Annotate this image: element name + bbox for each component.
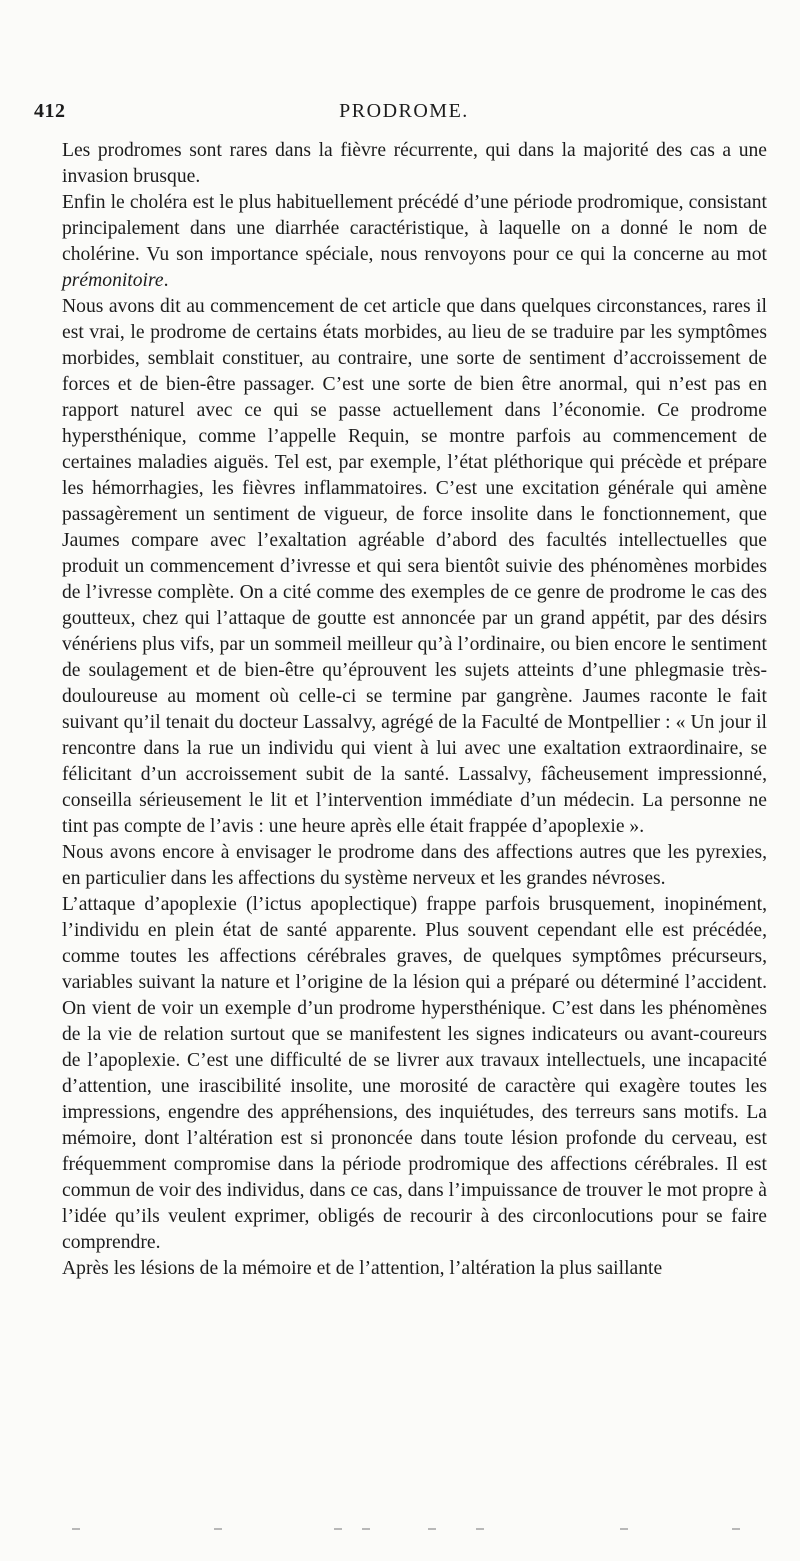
body-text (62, 138, 767, 1282)
paragraph (62, 190, 767, 294)
scan-speck (620, 1528, 628, 1530)
emphasized-term: prémonitoire (62, 270, 164, 291)
paragraph-text: Enfin le choléra est le plus habituellement précédé d’une période prodromique, consistant principalement dans une diarrhée caractéristique, à laquelle on a donné le nom de cholérine. Vu son importance spéciale, nous renvoyons pour ce qui la concerne au mot (62, 192, 767, 265)
scan-speck (334, 1528, 342, 1530)
paragraph: L’attaque d’apoplexie (l’ictus apoplectique) frappe parfois brusquement, inopinément, l’individu en plein état de santé apparente. Plus souvent cependant elle est précédée, comme toutes les affections cérébrales graves, de quelques symptômes précurseurs, variables suivant la nature et l’origine de la lésion qui a préparé ou déterminé l’accident. On vient de voir un exemple d’un prodrome hypersthénique. C’est dans les phénomènes de la vie de relation surtout que se manifestent les signes indicateurs ou avant-coureurs de l’apoplexie. C’est une difficulté de se livrer aux travaux intellectuels, une incapacité d’attention, une irascibilité insolite, une morosité de caractère qui exagère toutes les impressions, engendre des appréhensions, des inquiétudes, des terreurs sans motifs. La mémoire, dont l’altération est si prononcée dans toute lésion profonde du cerveau, est fréquemment compromise dans la période prodromique des affections cérébrales. Il est commun de voir des individus, dans ce cas, dans l’impuissance de trouver le mot propre à l’idée qu’ils veulent exprimer, obligés de recourir à des circonlocutions pour se faire comprendre. (62, 894, 767, 1253)
page-header (34, 100, 774, 130)
page-number: 412 (34, 100, 66, 122)
scan-speck (214, 1528, 222, 1530)
scan-speck (476, 1528, 484, 1530)
scan-speck (428, 1528, 436, 1530)
running-title: PRODROME. (339, 100, 469, 122)
paragraph: Nous avons encore à envisager le prodrome dans des affections autres que les pyrexies, en particulier dans les affections du système nerveux et les grandes névroses. (62, 842, 767, 889)
paragraph-text: . (163, 270, 169, 291)
scan-speck (732, 1528, 740, 1530)
paragraph: Les prodromes sont rares dans la fièvre récurrente, qui dans la majorité des cas a une invasion brusque. (62, 140, 767, 187)
scan-specks (0, 1520, 800, 1540)
paragraph: Après les lésions de la mémoire et de l’attention, l’altération la plus saillante (62, 1258, 663, 1279)
scan-speck (72, 1528, 80, 1530)
scan-speck (362, 1528, 370, 1530)
paragraph: Nous avons dit au commencement de cet article que dans quelques circonstances, rares il est vrai, le prodrome de certains états morbides, au lieu de se traduire par les symptômes morbides, semblait constituer, au contraire, une sorte de sentiment d’accroissement de forces et de bien-être passager. C’est une sorte de bien être anormal, qui n’est pas en rapport naturel avec ce qui se passe actuellement dans l’économie. Ce prodrome hypersthénique, comme l’appelle Requin, se montre parfois au commencement de certaines maladies aiguës. Tel est, par exemple, l’état pléthorique qui précède et prépare les hémorrhagies, les fièvres inflammatoires. C’est une excitation générale qui amène passagèrement un sentiment de vigueur, de force insolite dans le fonctionnement, que Jaumes compare avec l’exaltation agréable d’abord des facultés intellectuelles que produit un commencement d’ivresse et qui sera bientôt suivie des phénomènes morbides de l’ivresse complète. On a cité comme des exemples de ce genre de prodrome le cas des goutteux, chez qui l’attaque de goutte est annoncée par un grand appétit, par des désirs vénériens plus vifs, par un sommeil meilleur qu’à l’ordinaire, ou bien encore le sentiment de soulagement et de bien-être qu’éprouvent les sujets atteints d’une phlegmasie très-douloureuse au moment où celle-ci se termine par gangrène. Jaumes raconte le fait suivant qu’il tenait du docteur Lassalvy, agrégé de la Faculté de Montpellier : « Un jour il rencontre dans la rue un individu qui vient à lui avec une exaltation extraordinaire, se félicitant d’un accroissement subit de la santé. Lassalvy, fâcheusement impressionné, conseilla sérieusement le lit et l’intervention immédiate d’un médecin. La personne ne tint pas compte de l’avis : une heure après elle était frappée d’apoplexie ». (62, 296, 767, 837)
